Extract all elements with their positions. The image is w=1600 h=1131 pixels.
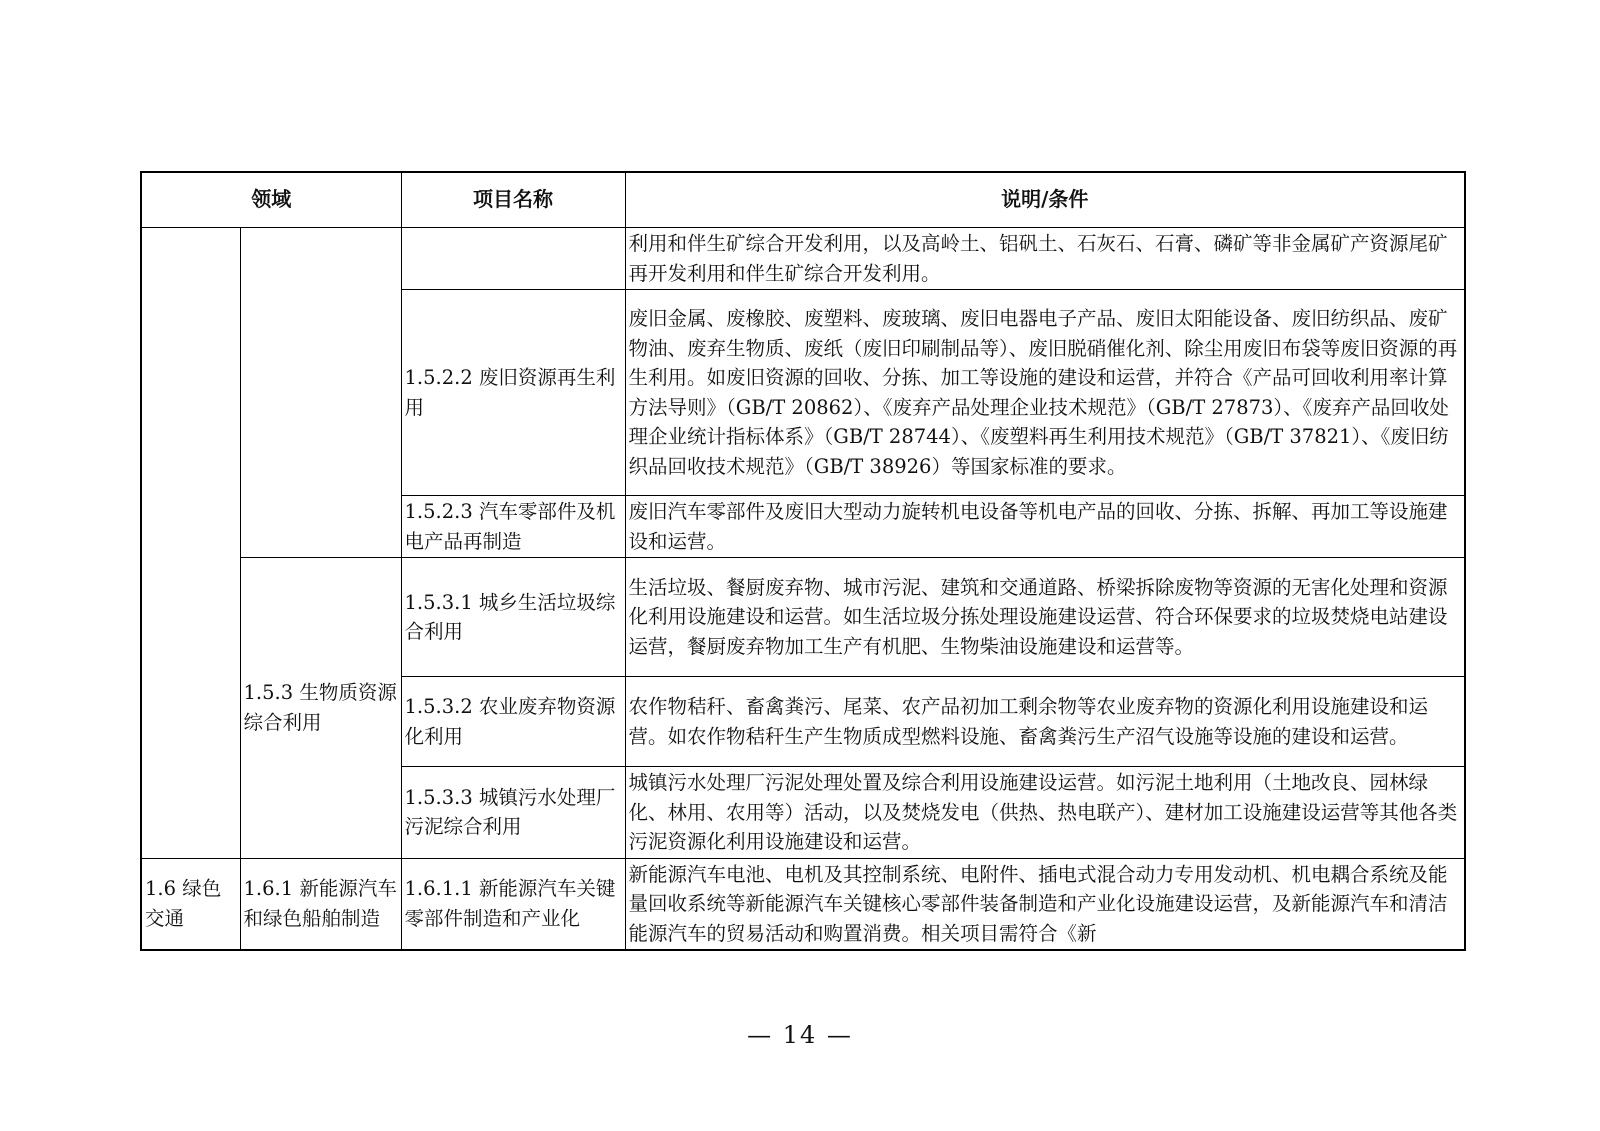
header-project-name: 项目名称 <box>401 172 625 228</box>
page-number: — 14 — <box>747 1021 853 1049</box>
description-cell: 城镇污水处理厂污泥处理处置及综合利用设施建设运营。如污泥土地利用（土地改良、园林绿化、林用、农用等）活动，以及焚烧发电（供热、热电联产）、建材加工设施建设运营等其他各类污泥资源化利用设施建设和运营。 <box>625 767 1465 859</box>
table-row <box>141 858 1465 950</box>
table-row <box>141 228 1465 290</box>
domain-cell-empty <box>141 228 240 859</box>
description-cell: 农作物秸秆、畜禽粪污、尾菜、农产品初加工剩余物等农业废弃物的资源化利用设施建设和运营。如农作物秸秆生产生物质成型燃料设施、畜禽粪污生产沼气设施等设施的建设和运营。 <box>625 677 1465 767</box>
description-cell: 新能源汽车电池、电机及其控制系统、电附件、插电式混合动力专用发动机、机电耦合系统及能量回收系统等新能源汽车关键核心零部件装备制造和产业化设施建设运营，及新能源汽车和清洁能源汽车的贸易活动和购置消费。相关项目需符合《新 <box>625 858 1465 950</box>
description-cell: 利用和伴生矿综合开发利用，以及高岭土、铝矾土、石灰石、石膏、磷矿等非金属矿产资源尾矿再开发利用和伴生矿综合开发利用。 <box>625 228 1465 290</box>
header-description: 说明/条件 <box>625 172 1465 228</box>
table-header-row <box>141 172 1465 228</box>
catalog-table <box>140 171 1466 951</box>
subdomain-cell-empty <box>240 228 401 558</box>
project-cell: 1.6.1.1 新能源汽车关键零部件制造和产业化 <box>401 858 625 950</box>
description-cell: 生活垃圾、餐厨废弃物、城市污泥、建筑和交通道路、桥梁拆除废物等资源的无害化处理和资源化利用设施建设和运营。如生活垃圾分拣处理设施建设运营、符合环保要求的垃圾焚烧电站建设运营，餐厨废弃物加工生产有机肥、生物柴油设施建设和运营等。 <box>625 558 1465 677</box>
header-domain: 领域 <box>141 172 401 228</box>
domain-cell: 1.6 绿色交通 <box>141 858 240 950</box>
project-cell: 1.5.3.2 农业废弃物资源化利用 <box>401 677 625 767</box>
project-cell: 1.5.2.3 汽车零部件及机电产品再制造 <box>401 496 625 558</box>
project-cell: 1.5.2.2 废旧资源再生利用 <box>401 290 625 496</box>
description-cell: 废旧汽车零部件及废旧大型动力旋转机电设备等机电产品的回收、分拣、拆解、再加工等设施建设和运营。 <box>625 496 1465 558</box>
subdomain-cell: 1.5.3 生物质资源综合利用 <box>240 558 401 859</box>
subdomain-cell: 1.6.1 新能源汽车和绿色船舶制造 <box>240 858 401 950</box>
project-cell: 1.5.3.1 城乡生活垃圾综合利用 <box>401 558 625 677</box>
description-cell: 废旧金属、废橡胶、废塑料、废玻璃、废旧电器电子产品、废旧太阳能设备、废旧纺织品、废矿物油、废弃生物质、废纸（废旧印刷制品等）、废旧脱硝催化剂、除尘用废旧布袋等废旧资源的再生利用。如废旧资源的回收、分拣、加工等设施的建设和运营，并符合《产品可回收利用率计算方法导则》（GB/T 20862）、《废弃产品处理企业技术规范》（GB/T 27873）、《废弃产品回收处理企业统计指标体系》（GB/T 28744）、《废塑料再生利用技术规范》（GB/T 37821）、《废旧纺织品回收技术规范》（GB/T 38926）等国家标准的要求。 <box>625 290 1465 496</box>
project-cell: 1.5.3.3 城镇污水处理厂污泥综合利用 <box>401 767 625 859</box>
table-row <box>141 558 1465 677</box>
project-cell-empty <box>401 228 625 290</box>
